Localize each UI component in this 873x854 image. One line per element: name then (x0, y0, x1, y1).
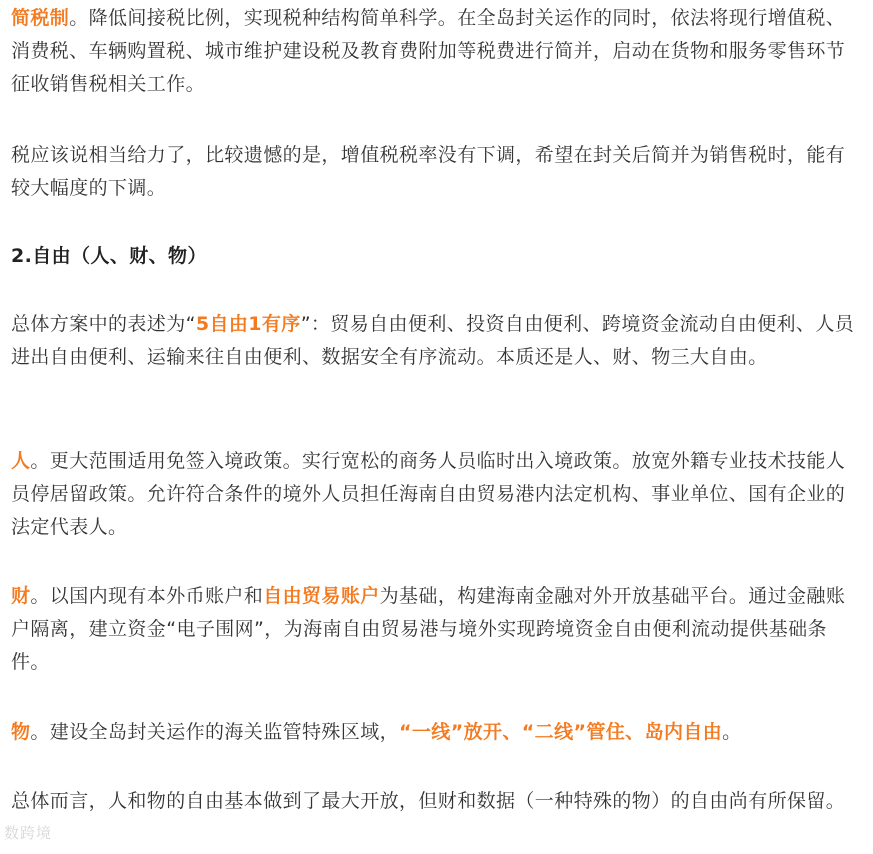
paragraph-text: 。降低间接税比例，实现税种结构简单科学。在全岛封关运作的同时，依法将现行增值税、消费税、车辆购置税、城市维护建设税及教育费附加等税费进行简并，启动在货物和服务零售环节征收销售税相关工作。 (11, 7, 846, 95)
highlight-first-second-line: “一线”放开、“二线”管住、岛内自由 (399, 721, 723, 743)
paragraph-five-freedoms (11, 308, 863, 374)
section-heading-freedom: 2.自由（人、财、物） (11, 245, 207, 267)
highlight-finance: 财 (11, 585, 31, 607)
highlight-simplified-tax: 简税制 (11, 7, 70, 29)
paragraph-finance (11, 580, 863, 679)
paragraph-text: 。建设全岛封关运作的海关监管特殊区域， (30, 721, 400, 743)
highlight-ft-account: 自由贸易账户 (263, 585, 380, 607)
paragraph-text: 。以国内现有本外币账户和 (30, 585, 264, 607)
paragraph-tax-comment (11, 139, 863, 205)
paragraph-text: 总体而言，人和物的自由基本做到了最大开放，但财和数据（一种特殊的物）的自由尚有所保留。 (11, 790, 846, 812)
highlight-five-freedoms: 5自由1有序 (195, 313, 301, 335)
paragraph-goods (11, 716, 742, 749)
paragraph-summary (11, 785, 845, 818)
highlight-goods: 物 (11, 721, 31, 743)
highlight-people: 人 (11, 450, 31, 472)
paragraph-tax-simplification (11, 2, 863, 101)
paragraph-text: 总体方案中的表述为“ (11, 313, 196, 335)
paragraph-text: 税应该说相当给力了，比较遗憾的是，增值税税率没有下调，希望在封关后简并为销售税时，能有较大幅度的下调。 (11, 144, 846, 199)
paragraph-text: 。 (722, 721, 742, 743)
paragraph-text: 为基础，构建海南金融对外开放基础平台。通过金融账户隔离，建立资金“电子围网”，为海南自由贸易港与境外实现跨境资金自由便利流动提供基础条件。 (11, 585, 846, 673)
watermark-logo: 数跨境 (4, 824, 53, 842)
paragraph-text: 。更大范围适用免签入境政策。实行宽松的商务人员临时出入境政策。放宽外籍专业技术技能人员停居留政策。允许符合条件的境外人员担任海南自由贸易港内法定机构、事业单位、国有企业的法定代表人。 (11, 450, 846, 538)
paragraph-text: ”：贸易自由便利、投资自由便利、跨境资金流动自由便利、人员进出自由便利、运输来往自由便利、数据安全有序流动。本质还是人、财、物三大自由。 (11, 313, 855, 368)
paragraph-people (11, 445, 863, 544)
